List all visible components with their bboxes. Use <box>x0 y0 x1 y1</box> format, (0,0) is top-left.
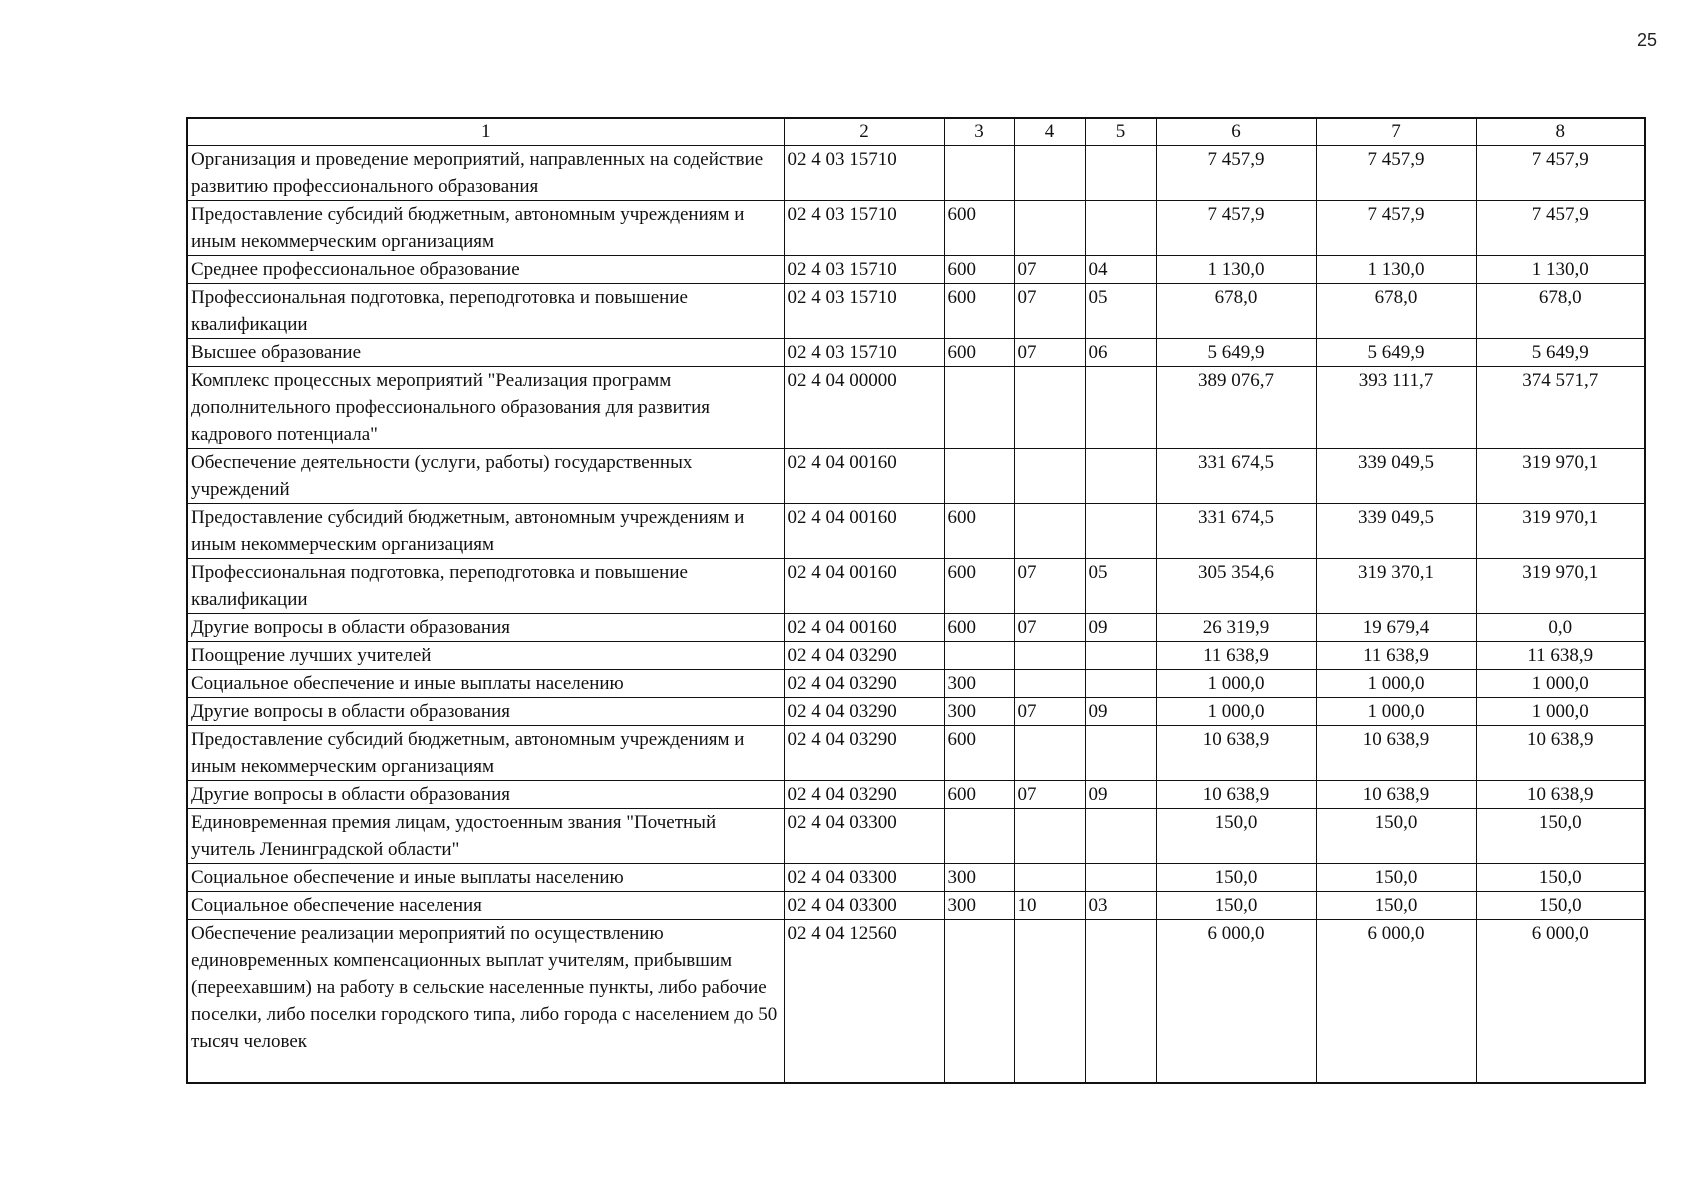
amount-col-7: 150,0 <box>1316 892 1476 920</box>
subsection <box>1085 864 1156 892</box>
subsection <box>1085 642 1156 670</box>
item-code: 02 4 03 15710 <box>784 146 944 201</box>
header-cell-3: 3 <box>944 118 1014 146</box>
section <box>1014 642 1085 670</box>
expense-type <box>944 809 1014 864</box>
section <box>1014 449 1085 504</box>
section <box>1014 201 1085 256</box>
amount-col-7: 10 638,9 <box>1316 781 1476 809</box>
amount-col-7: 10 638,9 <box>1316 726 1476 781</box>
amount-col-6: 331 674,5 <box>1156 504 1316 559</box>
item-code: 02 4 04 03290 <box>784 642 944 670</box>
item-code: 02 4 04 03290 <box>784 726 944 781</box>
amount-col-7: 1 000,0 <box>1316 670 1476 698</box>
amount-col-6: 1 130,0 <box>1156 256 1316 284</box>
amount-col-7: 1 000,0 <box>1316 698 1476 726</box>
item-name: Другие вопросы в области образования <box>187 698 784 726</box>
amount-col-6: 150,0 <box>1156 809 1316 864</box>
amount-col-8: 1 000,0 <box>1476 670 1645 698</box>
expense-type: 300 <box>944 892 1014 920</box>
section: 07 <box>1014 781 1085 809</box>
amount-col-6: 150,0 <box>1156 892 1316 920</box>
amount-col-7: 339 049,5 <box>1316 449 1476 504</box>
table-row <box>187 726 1645 781</box>
subsection <box>1085 726 1156 781</box>
item-code: 02 4 04 12560 <box>784 920 944 1084</box>
amount-col-6: 26 319,9 <box>1156 614 1316 642</box>
amount-col-7: 1 130,0 <box>1316 256 1476 284</box>
item-code: 02 4 04 03290 <box>784 698 944 726</box>
header-cell-7: 7 <box>1316 118 1476 146</box>
expense-type: 300 <box>944 670 1014 698</box>
amount-col-8: 10 638,9 <box>1476 726 1645 781</box>
subsection: 04 <box>1085 256 1156 284</box>
expense-type: 600 <box>944 726 1014 781</box>
table-row <box>187 367 1645 449</box>
section: 07 <box>1014 698 1085 726</box>
header-cell-6: 6 <box>1156 118 1316 146</box>
table-row <box>187 339 1645 367</box>
item-name: Среднее профессиональное образование <box>187 256 784 284</box>
amount-col-6: 7 457,9 <box>1156 201 1316 256</box>
amount-col-6: 678,0 <box>1156 284 1316 339</box>
table-row <box>187 559 1645 614</box>
subsection: 06 <box>1085 339 1156 367</box>
item-name: Социальное обеспечение и иные выплаты населению <box>187 864 784 892</box>
item-code: 02 4 03 15710 <box>784 339 944 367</box>
expense-type: 600 <box>944 614 1014 642</box>
section <box>1014 367 1085 449</box>
header-cell-2: 2 <box>784 118 944 146</box>
item-code: 02 4 04 03300 <box>784 864 944 892</box>
amount-col-6: 1 000,0 <box>1156 670 1316 698</box>
item-name: Комплекс процессных мероприятий "Реализация программ дополнительного профессионального образования для развития кадрового потенциала" <box>187 367 784 449</box>
expense-type: 600 <box>944 559 1014 614</box>
subsection <box>1085 367 1156 449</box>
table-row <box>187 892 1645 920</box>
table-row <box>187 256 1645 284</box>
item-code: 02 4 03 15710 <box>784 256 944 284</box>
amount-col-7: 319 370,1 <box>1316 559 1476 614</box>
amount-col-6: 10 638,9 <box>1156 781 1316 809</box>
item-name: Единовременная премия лицам, удостоенным звания "Почетный учитель Ленинградской области" <box>187 809 784 864</box>
section <box>1014 864 1085 892</box>
amount-col-8: 150,0 <box>1476 892 1645 920</box>
amount-col-8: 1 130,0 <box>1476 256 1645 284</box>
amount-col-6: 10 638,9 <box>1156 726 1316 781</box>
table-row <box>187 920 1645 1084</box>
section <box>1014 504 1085 559</box>
section <box>1014 670 1085 698</box>
section: 07 <box>1014 614 1085 642</box>
table-row <box>187 449 1645 504</box>
item-code: 02 4 03 15710 <box>784 201 944 256</box>
amount-col-7: 7 457,9 <box>1316 146 1476 201</box>
expense-type: 300 <box>944 864 1014 892</box>
table-row <box>187 781 1645 809</box>
amount-col-7: 11 638,9 <box>1316 642 1476 670</box>
amount-col-8: 678,0 <box>1476 284 1645 339</box>
amount-col-8: 319 970,1 <box>1476 504 1645 559</box>
table-row <box>187 670 1645 698</box>
section: 07 <box>1014 256 1085 284</box>
amount-col-7: 6 000,0 <box>1316 920 1476 1084</box>
item-name: Поощрение лучших учителей <box>187 642 784 670</box>
item-name: Организация и проведение мероприятий, направленных на содействие развитию профессионального образования <box>187 146 784 201</box>
item-name: Профессиональная подготовка, переподготовка и повышение квалификации <box>187 284 784 339</box>
table-row <box>187 504 1645 559</box>
item-name: Обеспечение реализации мероприятий по осуществлению единовременных компенсационных выплат учителям, прибывшим (переехавшим) на работу в сельские населенные пункты, либо рабочие поселки, либо поселки городского типа, либо города с населением до 50 тысяч человек <box>187 920 784 1084</box>
subsection <box>1085 504 1156 559</box>
amount-col-8: 11 638,9 <box>1476 642 1645 670</box>
expense-type: 600 <box>944 201 1014 256</box>
table-row <box>187 284 1645 339</box>
table-row <box>187 864 1645 892</box>
header-cell-8: 8 <box>1476 118 1645 146</box>
amount-col-8: 10 638,9 <box>1476 781 1645 809</box>
amount-col-6: 150,0 <box>1156 864 1316 892</box>
expense-type: 600 <box>944 504 1014 559</box>
subsection: 05 <box>1085 284 1156 339</box>
amount-col-7: 5 649,9 <box>1316 339 1476 367</box>
amount-col-7: 339 049,5 <box>1316 504 1476 559</box>
item-name: Высшее образование <box>187 339 784 367</box>
section <box>1014 146 1085 201</box>
table-row <box>187 642 1645 670</box>
item-code: 02 4 04 00000 <box>784 367 944 449</box>
amount-col-7: 393 111,7 <box>1316 367 1476 449</box>
expense-type <box>944 449 1014 504</box>
amount-col-6: 5 649,9 <box>1156 339 1316 367</box>
amount-col-6: 305 354,6 <box>1156 559 1316 614</box>
item-code: 02 4 04 03290 <box>784 781 944 809</box>
budget-table-container <box>186 117 1644 1084</box>
amount-col-8: 319 970,1 <box>1476 559 1645 614</box>
item-name: Социальное обеспечение и иные выплаты населению <box>187 670 784 698</box>
expense-type: 600 <box>944 781 1014 809</box>
item-name: Обеспечение деятельности (услуги, работы) государственных учреждений <box>187 449 784 504</box>
expense-type: 600 <box>944 256 1014 284</box>
amount-col-8: 374 571,7 <box>1476 367 1645 449</box>
table-row <box>187 698 1645 726</box>
header-cell-5: 5 <box>1085 118 1156 146</box>
amount-col-8: 7 457,9 <box>1476 201 1645 256</box>
header-cell-4: 4 <box>1014 118 1085 146</box>
item-code: 02 4 03 15710 <box>784 284 944 339</box>
section: 07 <box>1014 284 1085 339</box>
amount-col-8: 5 649,9 <box>1476 339 1645 367</box>
item-code: 02 4 04 03300 <box>784 809 944 864</box>
amount-col-7: 678,0 <box>1316 284 1476 339</box>
subsection <box>1085 146 1156 201</box>
amount-col-8: 150,0 <box>1476 864 1645 892</box>
page-number: 25 <box>1636 30 1657 50</box>
amount-col-6: 389 076,7 <box>1156 367 1316 449</box>
table-row <box>187 614 1645 642</box>
amount-col-6: 7 457,9 <box>1156 146 1316 201</box>
item-code: 02 4 04 03290 <box>784 670 944 698</box>
amount-col-8: 319 970,1 <box>1476 449 1645 504</box>
subsection: 03 <box>1085 892 1156 920</box>
subsection <box>1085 449 1156 504</box>
amount-col-7: 19 679,4 <box>1316 614 1476 642</box>
section: 10 <box>1014 892 1085 920</box>
subsection <box>1085 670 1156 698</box>
item-code: 02 4 04 00160 <box>784 449 944 504</box>
subsection: 09 <box>1085 781 1156 809</box>
item-name: Предоставление субсидий бюджетным, автономным учреждениям и иным некоммерческим организациям <box>187 504 784 559</box>
expense-type: 300 <box>944 698 1014 726</box>
table-row <box>187 809 1645 864</box>
item-name: Социальное обеспечение населения <box>187 892 784 920</box>
amount-col-7: 150,0 <box>1316 809 1476 864</box>
item-code: 02 4 04 00160 <box>784 504 944 559</box>
item-code: 02 4 04 00160 <box>784 614 944 642</box>
section <box>1014 809 1085 864</box>
table-row <box>187 201 1645 256</box>
header-cell-1: 1 <box>187 118 784 146</box>
subsection: 09 <box>1085 614 1156 642</box>
expense-type <box>944 367 1014 449</box>
expense-type <box>944 642 1014 670</box>
expense-type <box>944 920 1014 1084</box>
amount-col-8: 1 000,0 <box>1476 698 1645 726</box>
section <box>1014 726 1085 781</box>
subsection <box>1085 809 1156 864</box>
item-name: Другие вопросы в области образования <box>187 781 784 809</box>
section: 07 <box>1014 339 1085 367</box>
subsection <box>1085 920 1156 1084</box>
expense-type <box>944 146 1014 201</box>
item-name: Предоставление субсидий бюджетным, автономным учреждениям и иным некоммерческим организациям <box>187 201 784 256</box>
amount-col-8: 7 457,9 <box>1476 146 1645 201</box>
amount-col-7: 7 457,9 <box>1316 201 1476 256</box>
section: 07 <box>1014 559 1085 614</box>
item-name: Профессиональная подготовка, переподготовка и повышение квалификации <box>187 559 784 614</box>
item-code: 02 4 04 00160 <box>784 559 944 614</box>
subsection: 09 <box>1085 698 1156 726</box>
subsection <box>1085 201 1156 256</box>
amount-col-6: 6 000,0 <box>1156 920 1316 1084</box>
amount-col-8: 6 000,0 <box>1476 920 1645 1084</box>
amount-col-6: 331 674,5 <box>1156 449 1316 504</box>
amount-col-6: 11 638,9 <box>1156 642 1316 670</box>
amount-col-8: 150,0 <box>1476 809 1645 864</box>
expense-type: 600 <box>944 284 1014 339</box>
item-code: 02 4 04 03300 <box>784 892 944 920</box>
budget-table <box>186 117 1646 1084</box>
subsection: 05 <box>1085 559 1156 614</box>
item-name: Другие вопросы в области образования <box>187 614 784 642</box>
section <box>1014 920 1085 1084</box>
amount-col-8: 0,0 <box>1476 614 1645 642</box>
item-name: Предоставление субсидий бюджетным, автономным учреждениям и иным некоммерческим организациям <box>187 726 784 781</box>
table-row <box>187 146 1645 201</box>
amount-col-7: 150,0 <box>1316 864 1476 892</box>
amount-col-6: 1 000,0 <box>1156 698 1316 726</box>
expense-type: 600 <box>944 339 1014 367</box>
header-row <box>187 118 1645 146</box>
